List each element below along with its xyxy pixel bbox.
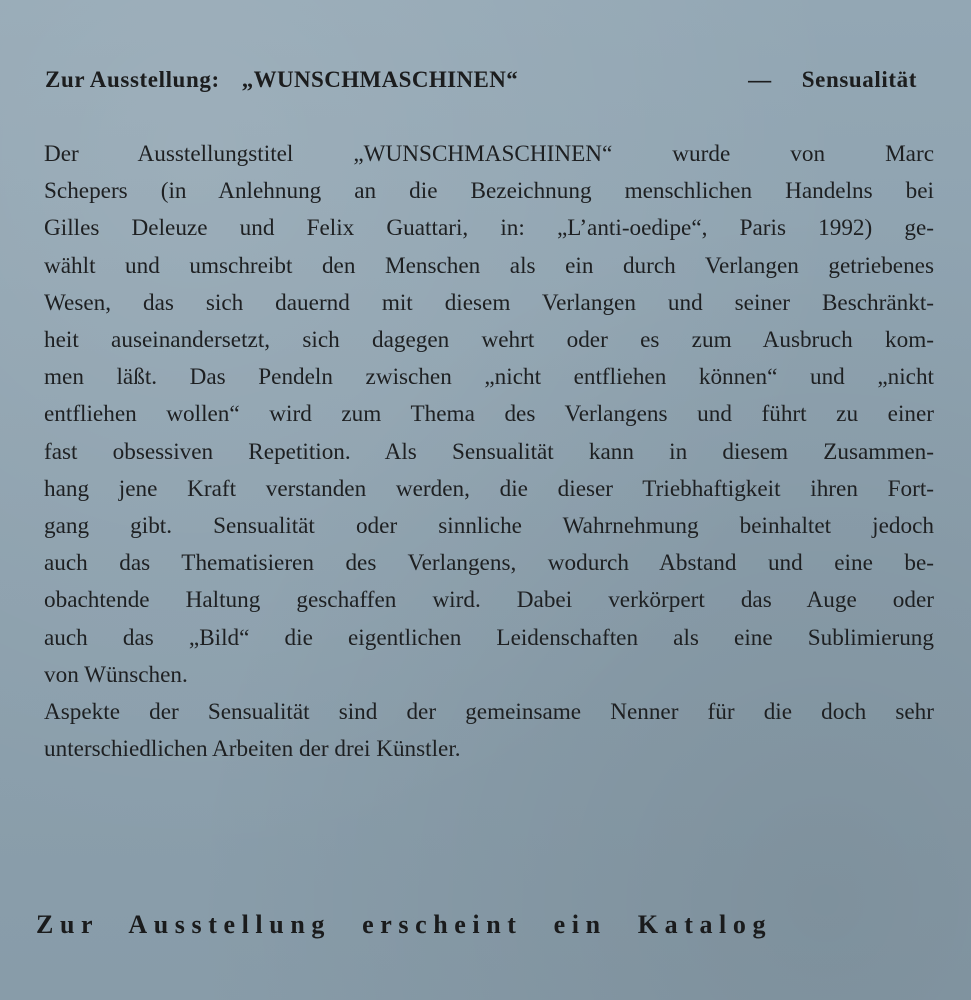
heading-right-group	[748, 67, 917, 93]
body-line: unterschiedlichen Arbeiten der drei Künstler.	[44, 736, 461, 763]
body-line: entfliehen wollen“ wird zum Thema des Verlangens und führt zu einer	[44, 401, 934, 428]
body-line: fast obsessiven Repetition. Als Sensualität kann in diesem Zusammen-	[44, 438, 934, 465]
body-line: Schepers (in Anlehnung an die Bezeichnung menschlichen Handelns bei	[44, 178, 934, 205]
body-paragraph	[44, 136, 934, 768]
body-line: obachtende Haltung geschaffen wird. Dabei verkörpert das Auge oder	[44, 587, 934, 614]
document-heading	[45, 67, 917, 93]
body-line: auch das „Bild“ die eigentlichen Leidenschaften als eine Sublimierung	[44, 624, 934, 651]
body-line: Der Ausstellungstitel „WUNSCHMASCHINEN“ wurde von Marc	[44, 141, 934, 167]
heading-prefix: Zur Ausstellung:	[45, 67, 220, 92]
body-line: Wesen, das sich dauernd mit diesem Verlangen und seiner Beschränkt-	[44, 289, 934, 316]
heading-left-group	[45, 67, 518, 93]
body-line: gang gibt. Sensualität oder sinnliche Wahrnehmung beinhaltet jedoch	[44, 513, 934, 540]
body-line: von Wünschen.	[44, 661, 188, 688]
body-line: Aspekte der Sensualität sind der gemeinsame Nenner für die doch sehr	[44, 699, 934, 726]
body-line: men läßt. Das Pendeln zwischen „nicht entfliehen können“ und „nicht	[44, 364, 934, 391]
heading-subtitle: Sensualität	[801, 67, 917, 92]
heading-dash: —	[748, 67, 772, 92]
body-line: heit auseinandersetzt, sich dagegen wehrt oder es zum Ausbruch kom-	[44, 327, 934, 354]
body-line: auch das Thematisieren des Verlangens, wodurch Abstand und eine be-	[44, 550, 934, 577]
body-line: wählt und umschreibt den Menschen als ein durch Verlangen getriebenes	[44, 252, 934, 279]
body-line: hang jene Kraft verstanden werden, die dieser Triebhaftigkeit ihren Fort-	[44, 475, 934, 502]
catalog-notice: Zur Ausstellung erscheint ein Katalog	[36, 910, 773, 939]
body-line: Gilles Deleuze und Felix Guattari, in: „L’anti-oedipe“, Paris 1992) ge-	[44, 215, 934, 242]
heading-title: „WUNSCHMASCHINEN“	[241, 67, 519, 92]
